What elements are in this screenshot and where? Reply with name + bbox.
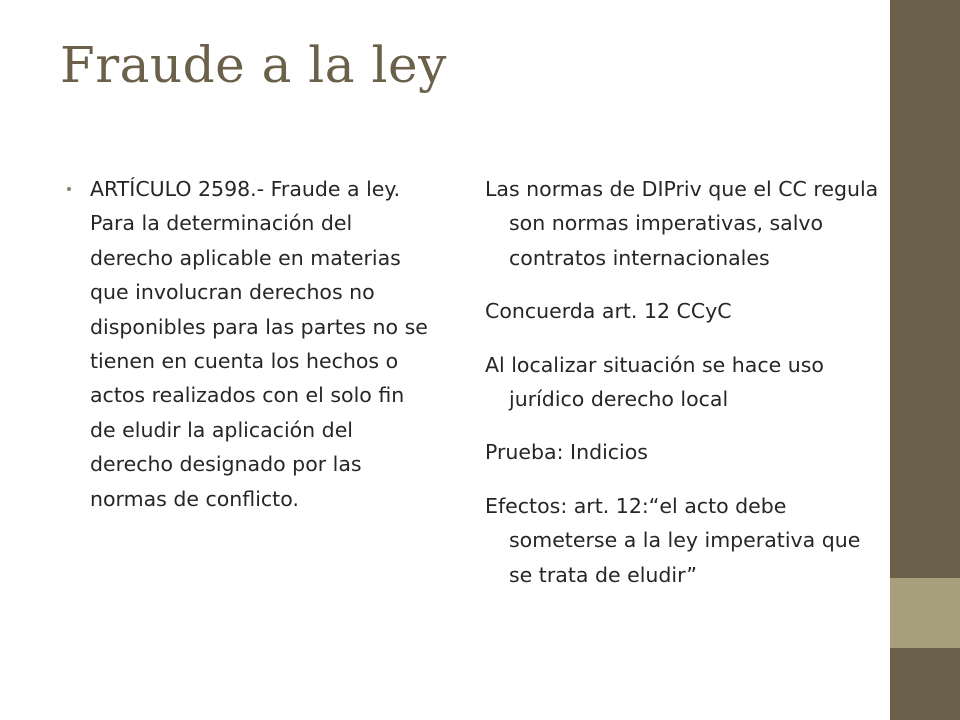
right-column [485, 172, 883, 611]
bullet-dot-icon [67, 187, 71, 191]
paragraph-prueba: Prueba: Indicios [485, 440, 648, 465]
slide-title: Fraude a la ley [60, 36, 447, 94]
bullet-item [62, 172, 432, 516]
sidebar-band-accent [890, 578, 960, 648]
article-text: ARTÍCULO 2598.- Fraude a ley. Para la determinación del derecho aplicable en materias que involucran derechos no disponibles para las partes no se tienen en cuenta los hechos o actos realizados con el solo fin de eludir la aplicación del derecho designado por las normas de conflicto. [90, 177, 428, 511]
decorative-sidebar [890, 0, 960, 720]
paragraph-concuerda: Concuerda art. 12 CCyC [485, 299, 732, 324]
sidebar-band-top [890, 0, 960, 578]
paragraph-efectos: Efectos: art. 12:“el acto debe someterse a la ley imperativa que se trata de eludir” [485, 493, 861, 587]
paragraph-localizar: Al localizar situación se hace uso jurídico derecho local [485, 352, 824, 412]
paragraph-normas: Las normas de DIPriv que el CC regula son normas imperativas, salvo contratos internacionales [485, 177, 879, 270]
left-column [62, 172, 432, 516]
sidebar-band-bottom [890, 648, 960, 720]
